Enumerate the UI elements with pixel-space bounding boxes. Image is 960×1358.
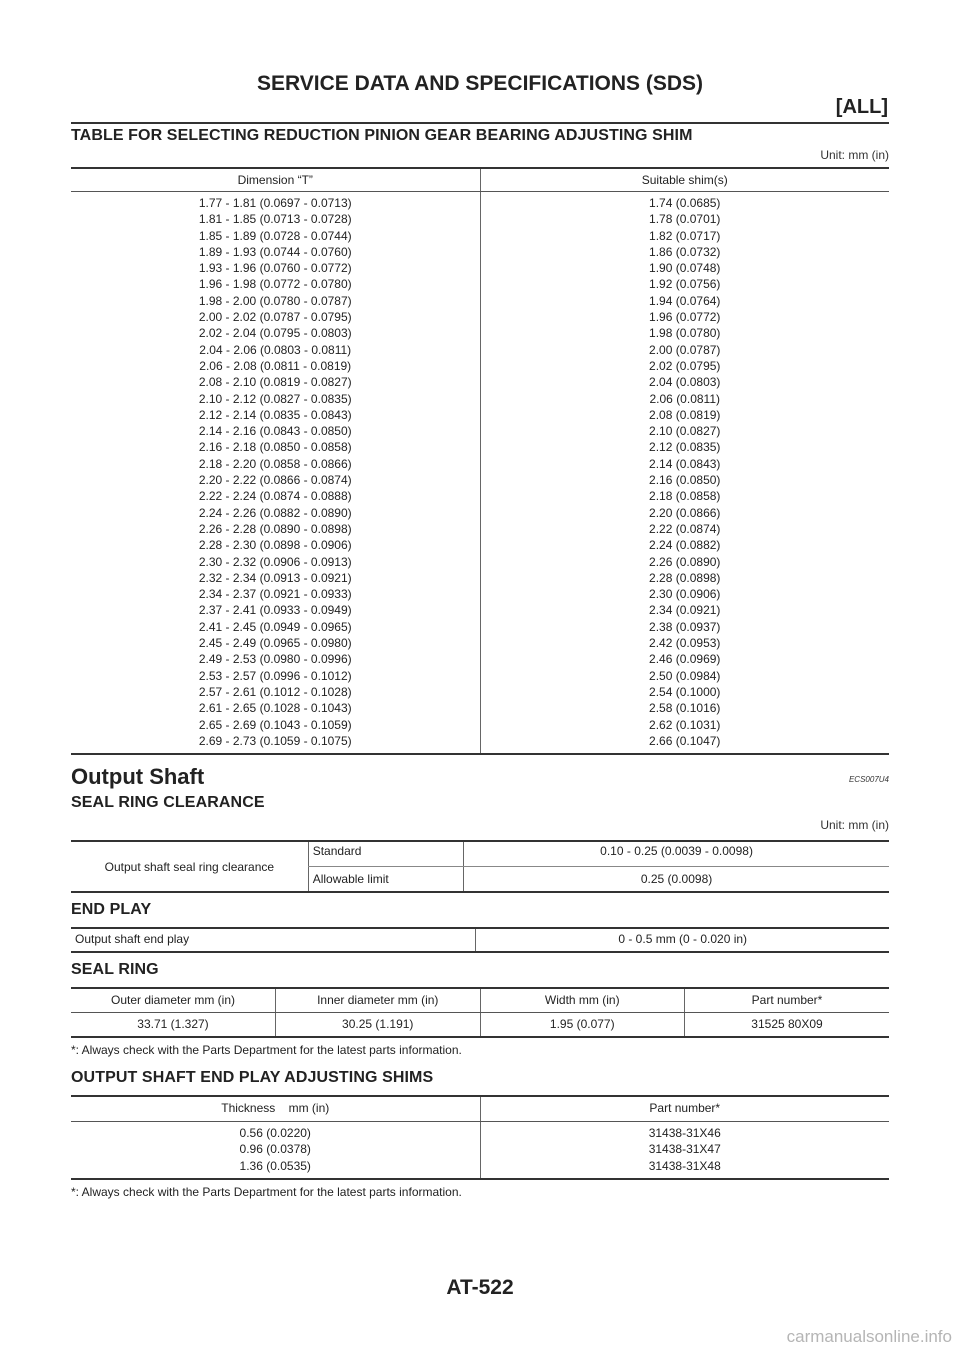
list-item: 2.14 (0.0843) (649, 456, 721, 471)
limit-label: Allowable limit (308, 867, 463, 893)
column-header-width: Width mm (in) (480, 988, 685, 1013)
watermark: carmanualsonline.info (786, 1327, 952, 1346)
list-item: 2.26 - 2.28 (0.0890 - 0.0898) (198, 521, 352, 536)
seal-ring-clearance-table (71, 840, 889, 893)
list-item: 1.90 (0.0748) (649, 261, 721, 276)
list-item: 1.96 (0.0772) (649, 310, 721, 325)
list-item: 2.02 (0.0795) (649, 358, 721, 373)
list-item: 2.26 (0.0890) (649, 554, 721, 569)
list-item: 2.28 (0.0898) (649, 570, 721, 585)
list-item: 1.77 - 1.81 (0.0697 - 0.0713) (198, 196, 352, 210)
list-item: 2.04 (0.0803) (649, 375, 721, 390)
limit-value: 0.25 (0.0098) (464, 867, 889, 893)
end-play-item: Output shaft end play (75, 932, 190, 947)
list-item: 31438-31X47 (648, 1142, 721, 1157)
shim-part-list-cell (480, 1122, 889, 1179)
shim-table-title: TABLE FOR SELECTING REDUCTION PINION GEAR BEARING ADJUSTING SHIM (71, 127, 693, 144)
dimension-list-cell (71, 192, 480, 755)
list-item: 2.54 (0.1000) (649, 684, 721, 699)
list-item: 2.62 (0.1031) (649, 717, 721, 732)
list-item: 2.61 - 2.65 (0.1028 - 0.1043) (198, 701, 352, 716)
list-item: 2.46 (0.0969) (649, 652, 721, 667)
section-code: ECS007U4 (848, 775, 889, 785)
list-item: 2.08 (0.0819) (649, 407, 721, 422)
list-item: 2.57 - 2.61 (0.1012 - 0.1028) (198, 684, 352, 699)
list-item: 2.16 (0.0850) (649, 473, 721, 488)
list-item: 2.24 (0.0882) (649, 538, 721, 553)
seal-ring-title: SEAL RING (71, 961, 159, 979)
standard-value: 0.10 - 0.25 (0.0039 - 0.0098) (464, 841, 889, 867)
outer-diameter-value: 33.71 (1.327) (137, 1017, 209, 1032)
seal-ring-note: *: Always check with the Parts Department for the latest parts information. (71, 1043, 462, 1058)
list-item: 2.30 (0.0906) (649, 587, 721, 602)
column-header-inner-diameter: Inner diameter mm (in) (276, 988, 481, 1013)
shim-list (485, 195, 886, 749)
list-item: 1.96 - 1.98 (0.0772 - 0.0780) (198, 277, 352, 292)
list-item: 2.10 - 2.12 (0.0827 - 0.0835) (198, 391, 352, 406)
list-item: 2.10 (0.0827) (649, 424, 721, 439)
list-item: 2.00 - 2.02 (0.0787 - 0.0795) (198, 310, 352, 325)
end-play-value: 0 - 0.5 mm (0 - 0.020 in) (476, 928, 889, 952)
list-item: 2.18 - 2.20 (0.0858 - 0.0866) (198, 456, 352, 471)
standard-label: Standard (308, 841, 463, 867)
list-item: 2.50 (0.0984) (649, 668, 721, 683)
column-header-dimension: Dimension “T” (71, 168, 480, 192)
page-content (71, 125, 889, 1199)
list-item: 2.18 (0.0858) (649, 489, 721, 504)
list-item: 2.06 (0.0811) (649, 391, 720, 406)
list-item: 1.82 (0.0717) (649, 228, 721, 243)
list-item: 31438-31X46 (648, 1126, 721, 1141)
shim-table-unit: Unit: mm (in) (820, 148, 889, 162)
list-item: 1.93 - 1.96 (0.0760 - 0.0772) (198, 261, 352, 276)
list-item: 0.96 (0.0378) (239, 1142, 311, 1157)
list-item: 2.37 - 2.41 (0.0933 - 0.0949) (198, 603, 352, 618)
shim-list-cell (480, 192, 889, 755)
list-item: 1.98 - 2.00 (0.0780 - 0.0787) (198, 293, 352, 308)
list-item: 2.34 - 2.37 (0.0921 - 0.0933) (198, 587, 352, 602)
list-item: 2.12 (0.0835) (649, 440, 721, 455)
page-number: AT-522 (446, 1276, 514, 1299)
list-item: 2.34 (0.0921) (649, 603, 721, 618)
end-play-table (71, 927, 889, 953)
end-play-title: END PLAY (71, 901, 152, 919)
dimension-list (75, 195, 476, 749)
seal-ring-clearance-unit: Unit: mm (in) (820, 818, 889, 833)
list-item: 2.58 (0.1016) (649, 701, 721, 716)
page-header-tag: [ALL] (835, 96, 888, 118)
shim-part-number-list (485, 1125, 886, 1174)
page-header-title: SERVICE DATA AND SPECIFICATIONS (SDS) (256, 72, 704, 95)
list-item: 2.16 - 2.18 (0.0850 - 0.0858) (198, 440, 352, 455)
list-item: 1.36 (0.0535) (239, 1158, 311, 1173)
list-item: 31438-31X48 (648, 1158, 721, 1173)
list-item: 1.89 - 1.93 (0.0744 - 0.0760) (198, 244, 352, 259)
list-item: 1.78 (0.0701) (649, 212, 721, 227)
list-item: 2.12 - 2.14 (0.0835 - 0.0843) (198, 407, 352, 422)
header-rule (71, 122, 889, 124)
list-item: 2.69 - 2.73 (0.1059 - 0.1075) (198, 733, 352, 748)
list-item: 2.00 (0.0787) (649, 342, 721, 357)
list-item: 2.66 (0.1047) (649, 733, 721, 748)
column-header-shims: Suitable shim(s) (480, 168, 889, 192)
list-item: 2.38 (0.0937) (649, 619, 721, 634)
list-item: 1.74 (0.0685) (649, 196, 721, 210)
list-item: 1.92 (0.0756) (649, 277, 721, 292)
list-item: 2.22 (0.0874) (649, 521, 721, 536)
thickness-list (75, 1125, 476, 1174)
adjusting-shims-note: *: Always check with the Parts Department for the latest parts information. (71, 1184, 462, 1199)
list-item: 2.08 - 2.10 (0.0819 - 0.0827) (198, 375, 352, 390)
output-shaft-heading (71, 764, 889, 790)
list-item: 1.85 - 1.89 (0.0728 - 0.0744) (198, 228, 352, 243)
list-item: 2.20 (0.0866) (649, 505, 721, 520)
inner-diameter-value: 30.25 (1.191) (276, 1013, 481, 1038)
list-item: 2.28 - 2.30 (0.0898 - 0.0906) (198, 538, 352, 553)
list-item: 2.30 - 2.32 (0.0906 - 0.0913) (198, 554, 352, 569)
list-item: 2.49 - 2.53 (0.0980 - 0.0996) (198, 652, 352, 667)
adjusting-shims-title: OUTPUT SHAFT END PLAY ADJUSTING SHIMS (71, 1069, 434, 1087)
list-item: 1.86 (0.0732) (649, 244, 721, 259)
list-item: 2.45 - 2.49 (0.0965 - 0.0980) (198, 636, 352, 651)
seal-ring-clearance-title: SEAL RING CLEARANCE (71, 794, 265, 812)
list-item: 2.41 - 2.45 (0.0949 - 0.0965) (198, 619, 352, 634)
list-item: 2.02 - 2.04 (0.0795 - 0.0803) (198, 326, 352, 341)
list-item: 2.42 (0.0953) (649, 636, 721, 651)
shim-selection-table (71, 167, 889, 755)
column-header-shim-part-number: Part number* (480, 1096, 889, 1122)
list-item: 2.32 - 2.34 (0.0913 - 0.0921) (198, 570, 352, 585)
list-item: 2.22 - 2.24 (0.0874 - 0.0888) (198, 489, 352, 504)
adjusting-shims-table (71, 1095, 889, 1180)
list-item: 2.24 - 2.26 (0.0882 - 0.0890) (198, 505, 352, 520)
column-header-part-number: Part number* (685, 988, 890, 1013)
column-header-thickness: Thickness mm (in) (71, 1096, 480, 1122)
list-item: 2.06 - 2.08 (0.0811 - 0.0819) (199, 358, 352, 373)
list-item: 1.94 (0.0764) (649, 293, 721, 308)
list-item: 2.04 - 2.06 (0.0803 - 0.0811) (199, 342, 352, 357)
clearance-item-label: Output shaft seal ring clearance (104, 859, 275, 874)
list-item: 2.53 - 2.57 (0.0996 - 0.1012) (198, 668, 352, 683)
seal-ring-table (71, 987, 889, 1038)
table-row (71, 1013, 889, 1038)
thickness-list-cell (71, 1122, 480, 1179)
list-item: 1.98 (0.0780) (649, 326, 721, 341)
list-item: 2.20 - 2.22 (0.0866 - 0.0874) (198, 473, 352, 488)
column-header-outer-diameter: Outer diameter mm (in) (71, 988, 276, 1013)
section-title-output-shaft: Output Shaft (71, 764, 205, 790)
list-item: 2.65 - 2.69 (0.1043 - 0.1059) (198, 717, 352, 732)
part-number-value: 31525 80X09 (685, 1013, 890, 1038)
width-value: 1.95 (0.077) (480, 1013, 685, 1038)
list-item: 0.56 (0.0220) (239, 1126, 311, 1141)
list-item: 2.14 - 2.16 (0.0843 - 0.0850) (198, 424, 352, 439)
list-item: 1.81 - 1.85 (0.0713 - 0.0728) (198, 212, 352, 227)
